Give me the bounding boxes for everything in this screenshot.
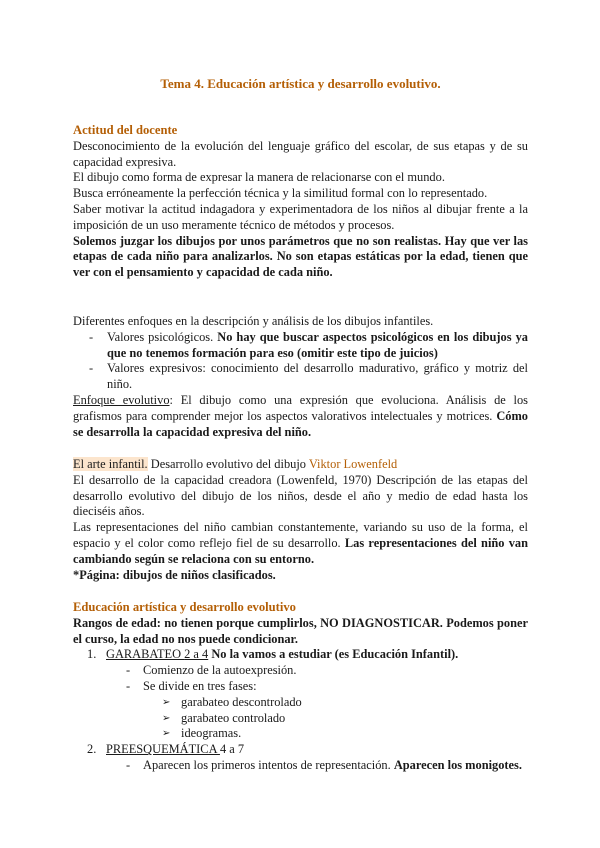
sub-item [73,663,528,679]
paragraph: Busca erróneamente la perfección técnica y la similitud formal con lo representado. [73,186,488,201]
author-name: Viktor Lowenfeld [308,457,398,471]
bold-text: No hay que buscar aspectos psicológicos en los dibujos ya que no tenemos formación para eso (omitir este tipo de juicios) [107,329,528,360]
text: : El dibujo como una expresión que evoluciona. Análisis de los grafismos para comprender mejor los aspectos valorativos intelectuales y motrices. [73,392,528,423]
list-item [73,361,528,393]
paragraph: Saber motivar la actitud indagadora y experimentadora de los niños al dibujar frente a la imposición de un uso meramente técnico de métodos y procesos. [73,201,528,232]
bold-text: Solemos juzgar los dibujos por unos parámetros que no son realistas. Hay que ver las etapas de cada niño para analizarlos. No son etapas estáticas por la edad, tienen que ver con el pensamiento y capacidad de cada niño. [73,233,528,280]
arrow-bullet-icon: ➢ [162,712,171,724]
highlighted-text: El arte infantil. [73,457,148,471]
underlined-label: Enfoque evolutivo [73,392,170,407]
phase-item [73,711,528,727]
bold-text: Cómo se desarrolla la capacidad expresiva del niño. [73,408,528,439]
sub-item [73,679,528,695]
item-text: Valores psicológicos. [107,329,218,344]
dash-marker: - [126,757,131,772]
bold-text: *Página: dibujos de niños clasificados. [73,567,276,582]
bold-text: No la vamos a estudiar (es Educación Infantil). [208,647,459,662]
stage-age: 4 a 7 [219,742,245,757]
sub-item [73,758,528,774]
phase-item [73,726,528,742]
stage-name: GARABATEO [106,647,185,662]
text: Las representaciones del niño cambian constantemente, variando su uso de la forma, el espacio y el color como reflejo fiel de su desarrollo. [73,520,528,550]
dash-marker: - [89,361,94,376]
bold-text: Las representaciones del niño van cambiando según se relaciona con su entorno. [73,535,528,566]
dash-marker: - [126,678,131,693]
paragraph-bold [73,234,528,281]
paragraph: Diferentes enfoques en la descripción y análisis de los dibujos infantiles. [73,314,434,328]
dash-marker: - [89,329,94,344]
paragraph [73,393,528,440]
paragraph: Desconocimiento de la evolución del lenguaje gráfico del escolar, de sus etapas y de su capacidad expresiva. [73,138,528,169]
text: Desarrollo evolutivo del dibujo [147,457,309,471]
stage-name: PREESQUEMÁTICA [106,742,220,757]
paragraph: El desarrollo de la capacidad creadora (Lowenfeld, 1970) Descripción de las etapas del desarrollo evolutivo del dibujo de los niños, desde el año y medio de edad hasta los dieciséis años. [73,472,528,519]
item-text: Aparecen los primeros intentos de representación. [143,757,394,772]
section-enfoques [73,314,528,440]
section-educacion-artistica [73,600,528,774]
item-text: ideogramas. [181,726,242,741]
bold-text: Aparecen los monigotes. [393,757,522,772]
list-item [73,330,528,362]
stage-item [73,742,528,758]
number-marker: 1. [87,647,97,662]
paragraph-bold [73,616,528,648]
document-title: Tema 4. Educación artística y desarrollo evolutivo. [160,76,441,91]
item-text: Se divide en tres fases: [143,678,257,693]
bold-text: Rangos de edad: no tienen porque cumplirlos, NO DIAGNOSTICAR. Podemos poner el curso, la edad no nos puede condicionar. [73,615,528,646]
paragraph [73,457,528,473]
section-actitud-docente [73,123,528,281]
number-marker: 2. [87,742,97,757]
stage-age: 2 a 4 [184,647,209,662]
paragraph-bold [73,568,528,584]
phase-item [73,695,528,711]
item-text: Valores expresivos: conocimiento del desarrollo madurativo, gráfico y motriz del niño. [107,361,528,392]
section-arte-infantil [73,457,528,583]
arrow-bullet-icon: ➢ [162,696,171,708]
paragraph [73,520,528,567]
paragraph: El dibujo como forma de expresar la manera de relacionarse con el mundo. [73,170,445,185]
item-text: Comienzo de la autoexpresión. [143,663,297,678]
section-heading: Actitud del docente [73,123,178,137]
item-text: garabateo descontrolado [181,694,302,709]
item-text: garabateo controlado [181,710,286,725]
arrow-bullet-icon: ➢ [162,728,171,740]
stage-item [73,647,528,663]
section-heading: Educación artística y desarrollo evolutivo [73,600,296,614]
dash-marker: - [126,663,131,678]
